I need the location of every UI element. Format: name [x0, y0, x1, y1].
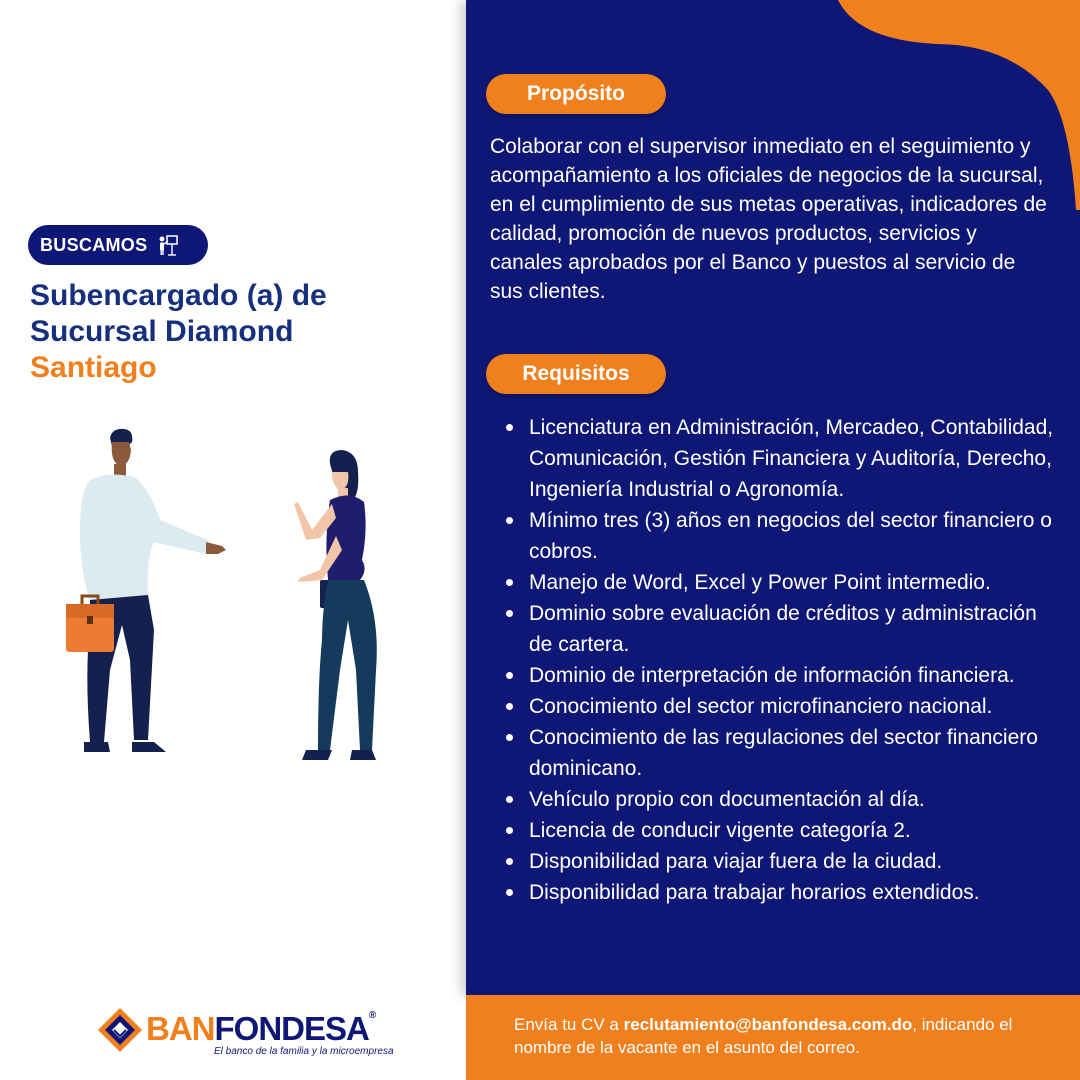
- recruitment-email-link[interactable]: reclutamiento@banfondesa.com.do: [623, 1015, 913, 1034]
- man-figure: [66, 429, 226, 752]
- apply-footer: [466, 995, 1080, 1080]
- apply-suffix: , indicando el nombre de la vacante en el asunto del correo.: [514, 1015, 1013, 1057]
- presenter-icon: [157, 234, 179, 256]
- job-title: Subencargado (a) de Sucursal Diamond: [30, 279, 327, 348]
- requirement-item: Disponibilidad para trabajar horarios extendidos.: [490, 877, 1065, 908]
- requirement-item: Manejo de Word, Excel y Power Point intermedio.: [490, 567, 1065, 598]
- logo-wordmark: BANFONDESA®: [146, 1010, 376, 1047]
- apply-instructions: [514, 1013, 1054, 1059]
- requirement-item: Dominio de interpretación de información financiera.: [490, 660, 1065, 691]
- requirement-item: Licencia de conducir vigente categoría 2.: [490, 815, 1065, 846]
- job-title-block: [30, 278, 430, 386]
- buscamos-badge: [28, 225, 208, 265]
- requirement-item: Conocimiento de las regulaciones del sector financiero dominicano.: [490, 722, 1065, 784]
- apply-prefix: Envía tu CV a: [514, 1015, 624, 1034]
- right-panel: [466, 0, 1080, 995]
- purpose-heading: Propósito: [486, 74, 666, 114]
- banfondesa-logo: [96, 1000, 396, 1064]
- requirement-item: Dominio sobre evaluación de créditos y administración de cartera.: [490, 598, 1065, 660]
- requirements-list: [490, 412, 1065, 908]
- requirement-item: Vehículo propio con documentación al día.: [490, 784, 1065, 815]
- requirement-item: Conocimiento del sector microfinanciero nacional.: [490, 691, 1065, 722]
- buscamos-label: BUSCAMOS: [40, 234, 148, 255]
- requirement-item: Disponibilidad para viajar fuera de la ciudad.: [490, 846, 1065, 877]
- requirement-item: Mínimo tres (3) años en negocios del sector financiero o cobros.: [490, 505, 1065, 567]
- woman-figure: [294, 450, 377, 760]
- banfondesa-emblem-icon: [96, 1006, 144, 1054]
- requirement-item: Licenciatura en Administración, Mercadeo, Contabilidad, Comunicación, Gestión Financiera y Auditoría, Derecho, Ingeniería Industrial o Agronomía.: [490, 412, 1065, 505]
- handshake-illustration: [50, 420, 410, 770]
- requirements-heading: Requisitos: [486, 354, 666, 394]
- job-city: Santiago: [30, 351, 157, 384]
- logo-tagline: El banco de la familia y la microempresa: [214, 1046, 394, 1057]
- purpose-text: Colaborar con el supervisor inmediato en el seguimiento y acompañamiento a los oficiales de negocios de la sucursal, en el cumplimiento de sus metas operativas, indicadores de calidad, promoción de nuevos productos, servicios y canales aprobados por el Banco y puestos al servicio de sus clientes.: [490, 135, 1047, 303]
